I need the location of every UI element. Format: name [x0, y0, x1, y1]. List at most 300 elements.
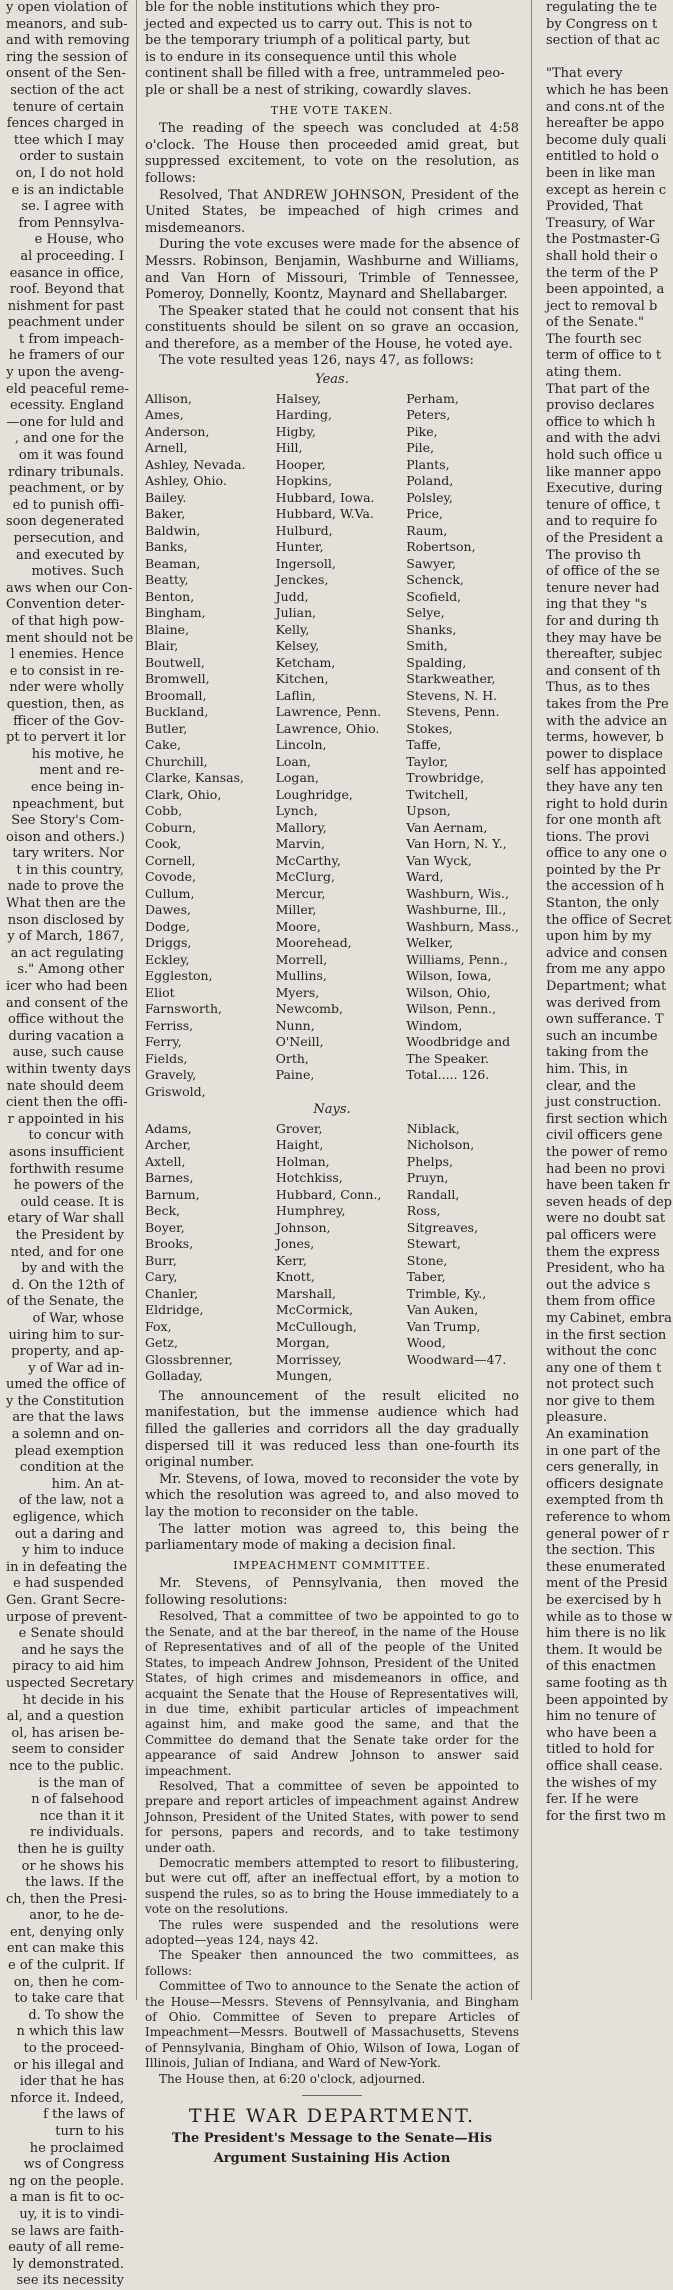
name-row [145, 688, 519, 705]
text-line: officers designate [546, 1476, 664, 1492]
text-line: first section which [546, 1111, 668, 1127]
text-line: piracy to aid him [12, 1659, 124, 1675]
text-line: motives. Such [31, 564, 124, 580]
member-name: Griswold, [145, 1083, 206, 1099]
text-line: nade to prove the [7, 879, 124, 895]
text-line: tenure never had [546, 580, 660, 596]
text-line: pt to pervert it lor [6, 730, 126, 746]
member-name: Twitchell, [406, 786, 469, 802]
member-name: Peters, [406, 407, 451, 423]
text-line: taking from the [546, 1045, 649, 1061]
member-name: Baldwin, [145, 522, 201, 538]
text-line: ment and re- [39, 763, 124, 779]
member-name: Barnes, [145, 1170, 194, 1186]
text-line: an act regulating [10, 945, 124, 961]
text-line: urpose of prevent- [6, 1609, 128, 1625]
text-line: egligence, which [12, 1510, 124, 1526]
text-line: s." Among other [17, 962, 124, 978]
text-line: or his illegal and [13, 2057, 124, 2073]
member-name: Baker, [145, 506, 186, 522]
text-line: entitled to hold o [546, 149, 659, 165]
member-name: Lawrence, Penn. [275, 704, 382, 720]
text-line: fficer of the Gov- [13, 713, 124, 729]
text-line: thereafter, subjec [546, 647, 663, 663]
member-name: Buckland, [145, 704, 209, 720]
text-line: pleasure. [546, 1410, 608, 1426]
text-line: nate should deem [6, 1078, 124, 1094]
text-line: y the Constitution [6, 1393, 125, 1409]
member-name: Phelps, [406, 1153, 454, 1169]
text-line: they have any ten [546, 779, 663, 795]
name-row [145, 1253, 519, 1270]
text-line: civil officers gene [546, 1128, 663, 1144]
name-row [145, 886, 519, 903]
member-name: Spalding, [406, 654, 467, 670]
text-line: upon him by my [546, 929, 652, 945]
text-line: —one for luld and [6, 414, 124, 430]
text-line: the power of remo [546, 1144, 668, 1160]
member-name: Polsley, [406, 489, 453, 505]
text-line: them. It would be [546, 1642, 663, 1658]
member-name: Beck, [145, 1203, 181, 1219]
text-line: question, then, as [6, 696, 124, 712]
member-name: Schenck, [406, 572, 464, 588]
member-name: Holman, [275, 1153, 330, 1169]
text-line: uy, it is to vindi- [19, 2206, 124, 2222]
resolution: Resolved, That a committee of seven be appointed to prepare and report articles of impeachment against Andrew Johnson, President of the United States, with power to send for persons, papers and records, and to take testimony under oath. [145, 1778, 519, 1855]
text-line: n which this law [16, 2024, 124, 2040]
after-vote-paragraphs [145, 1389, 519, 1555]
member-name: Kelly, [275, 621, 310, 637]
text-line: the section. This [546, 1543, 655, 1559]
name-row [145, 490, 519, 507]
member-name: Butler, [145, 720, 188, 736]
text-line: within twenty days [6, 1062, 131, 1077]
name-row [145, 1137, 519, 1154]
member-name: Hill, [275, 440, 303, 456]
member-name: Hubbard, Iowa. [275, 489, 375, 505]
name-row [145, 1319, 519, 1336]
text-line: e to consist in re- [9, 663, 124, 679]
text-line: proviso declares [546, 398, 655, 414]
text-line: been appointed, a [546, 282, 665, 298]
member-name: Sitgreaves, [406, 1219, 479, 1235]
text-line: and with the advi [546, 431, 661, 447]
text-line: from Pennsylva- [18, 215, 124, 231]
member-name: Mercur, [275, 885, 326, 901]
member-name: Anderson, [145, 423, 210, 439]
text-line: ject to removal b [546, 298, 658, 314]
name-row [145, 1203, 519, 1220]
member-name: Johnson, [275, 1219, 331, 1235]
paragraph: The reading of the speech was concluded at 4:58 o'clock. The House then proceeded amid great, but suppressed excitement, to vote on the resolution, as follows: [145, 121, 519, 186]
member-name: O'Neill, [275, 1034, 324, 1050]
member-name: Lynch, [275, 803, 318, 819]
committee-heading: IMPEACHMENT COMMITTEE. [233, 1558, 431, 1572]
yeas-table [145, 391, 519, 1101]
text-line: advice and consen [546, 945, 668, 961]
text-line: ed to punish offi- [12, 497, 124, 513]
member-name: Welker, [406, 935, 454, 951]
text-line: nson disclosed by [7, 912, 124, 928]
member-name: Fields, [145, 1050, 188, 1066]
member-name: Taffe, [406, 737, 442, 753]
text-line: meanors, and sub- [6, 16, 128, 32]
text-line: rdinary tribunals. [8, 464, 124, 480]
name-row [145, 902, 519, 919]
text-line: section of that ac [546, 33, 660, 49]
text-line: easance in office, [9, 265, 124, 281]
paragraph: Resolved, That ANDREW JOHNSON, President of the United States, be impeached of high crimes and misdemeanors. [145, 187, 519, 236]
member-name: Taber, [406, 1269, 446, 1285]
member-name: Harding, [275, 407, 332, 423]
committee-resolutions [145, 1609, 519, 1856]
text-line: in the first section [546, 1327, 667, 1343]
text-line: the laws. If the [25, 1875, 124, 1891]
text-line: npeachment, but [12, 796, 124, 812]
name-row [145, 1001, 519, 1018]
text-line: The proviso th [546, 547, 641, 563]
member-name: The Speaker. [406, 1050, 489, 1066]
text-line: shall hold their o [546, 248, 658, 264]
name-row [145, 770, 519, 787]
member-name: Banks, [145, 539, 188, 555]
name-row [145, 457, 519, 474]
member-name: Kerr, [275, 1252, 307, 1268]
text-line: of this enactmen [546, 1659, 657, 1675]
member-name: Miller, [275, 902, 317, 918]
member-name: Stokes, [406, 720, 453, 736]
name-row [145, 919, 519, 936]
text-line: a man is fit to oc- [9, 2190, 124, 2206]
text-line: tary writers. Nor [12, 846, 124, 862]
text-line: y of March, 1867, [7, 929, 124, 945]
member-name: Hopkins, [275, 473, 333, 489]
member-name: Woodward—47. [406, 1351, 507, 1367]
text-line: ring the session of [6, 49, 128, 65]
text-line: with the advice an [546, 713, 668, 729]
name-row [145, 737, 519, 754]
text-line: continent shall be filled with a free, untrammeled peo- [145, 66, 505, 82]
member-name: Pile, [406, 440, 435, 456]
member-name: Marshall, [275, 1285, 337, 1301]
member-name: Morgan, [275, 1335, 330, 1351]
member-name: Fox, [145, 1318, 172, 1334]
text-line: ing that they "s [546, 597, 648, 613]
text-line [546, 50, 673, 67]
member-name: Robertson, [406, 539, 476, 555]
text-line: d. On the 12th of [11, 1277, 124, 1293]
column-rule-left [136, 0, 137, 2000]
text-line: asons insufficient [8, 1144, 124, 1160]
text-line: President, who ha [546, 1261, 665, 1277]
text-line: e of the culprit. If [8, 1958, 124, 1974]
text-line: any one of them t [546, 1360, 662, 1376]
text-line: ating them. [546, 365, 622, 381]
member-name: Smith, [406, 638, 448, 654]
text-line: roof. Beyond that [9, 282, 124, 298]
name-row [145, 407, 519, 424]
member-name: Burr, [145, 1252, 177, 1268]
member-name: Newcomb, [275, 1001, 343, 1017]
text-line: What then are the [6, 896, 126, 912]
text-line: y open violation of [6, 0, 128, 15]
member-name: Farnsworth, [145, 1001, 222, 1017]
member-name: Cary, [145, 1269, 178, 1285]
member-name: Selye, [406, 605, 445, 621]
member-name: Clarke, Kansas, [145, 770, 245, 786]
text-line: general power of r [546, 1526, 669, 1542]
right-column [540, 0, 673, 2000]
text-line: se. I agree with [21, 199, 124, 215]
text-line: the President by [15, 1227, 124, 1243]
text-line: Treasury, of War [546, 215, 655, 231]
member-name: Washburne, Ill., [406, 902, 507, 918]
vote-paragraphs [145, 121, 519, 370]
member-name: Chanler, [145, 1285, 199, 1301]
text-line: peachment under [7, 315, 124, 331]
member-name: Total..... 126. [406, 1067, 490, 1083]
text-line: The fourth sec [546, 331, 642, 347]
text-line: uiring him to sur- [8, 1327, 124, 1343]
name-row [145, 589, 519, 606]
name-row [145, 836, 519, 853]
name-row [145, 1170, 519, 1187]
paragraph: The announcement of the result elicited no manifestation, but the immense audience which had filled the galleries and corridors all the day gradually dispersed till it was reduced less than one-fourth its original number. [145, 1388, 519, 1471]
member-name [406, 1084, 519, 1101]
text-line: d. To show the [28, 2007, 124, 2023]
text-line: of the Senate, the [6, 1294, 124, 1310]
name-row [145, 704, 519, 721]
member-name: Blaine, [145, 621, 190, 637]
text-line: ly demonstrated. [12, 2256, 124, 2272]
text-line: for the first two m [546, 1808, 666, 1824]
text-line: the term of the P [546, 265, 658, 281]
text-line: titled to hold for [546, 1742, 654, 1758]
text-line: Thus, as to thes [546, 680, 651, 696]
member-name: Eggleston, [145, 968, 213, 984]
text-line: office without the [7, 1012, 124, 1028]
member-name: Barnum, [145, 1186, 200, 1202]
text-line: forthwith resume [9, 1161, 124, 1177]
main-column [145, 0, 519, 2166]
name-row [145, 787, 519, 804]
text-line: in in defeating the [6, 1559, 128, 1575]
member-name: Ingersoll, [275, 555, 336, 571]
text-line: e had suspended [13, 1576, 124, 1592]
text-line: ider that he has [19, 2074, 124, 2090]
member-name: Plants, [406, 456, 450, 472]
text-line: hold such office u [546, 448, 663, 464]
member-name: Scofield, [406, 588, 462, 604]
text-line: ble for the noble institutions which they pro- [145, 0, 440, 15]
member-name: Lincoln, [275, 737, 327, 753]
member-name: Lawrence, Ohio. [275, 720, 380, 736]
member-name: Washburn, Mass., [406, 918, 519, 934]
text-line: and cons.nt of the [546, 99, 665, 115]
text-line: t in this country, [16, 862, 124, 878]
member-name: Shanks, [406, 621, 457, 637]
text-line: clear, and the [546, 1078, 636, 1094]
text-line: ht decide in his [22, 1692, 124, 1708]
paragraph: The vote resulted yeas 126, nays 47, as follows: [159, 353, 474, 369]
intro-text [145, 0, 519, 100]
text-line: these enumerated [546, 1559, 666, 1575]
text-line: become duly quali [546, 132, 667, 148]
member-name: Hubbard, W.Va. [275, 506, 374, 522]
text-line: which he has been [546, 82, 669, 98]
member-name: Ketcham, [275, 654, 336, 670]
text-line: were no doubt sat [546, 1211, 666, 1227]
committee-intro: Mr. Stevens, of Pennsylvania, then moved the following resolutions: [145, 1576, 519, 1608]
text-line: nce to the public. [9, 1758, 124, 1774]
text-line: , and one for the [14, 431, 124, 447]
text-line: of War, whose [32, 1310, 124, 1326]
member-name: Hooper, [275, 456, 326, 472]
member-name: Hubbard, Conn., [275, 1186, 382, 1202]
text-line: him. This, in [546, 1062, 628, 1077]
name-row [145, 820, 519, 837]
text-line: ol, has arisen be- [11, 1725, 124, 1741]
text-line: ng on the people. [9, 2173, 124, 2189]
name-row [145, 523, 519, 540]
text-line: oison and others.) [6, 829, 125, 845]
text-line: Provided, That [546, 199, 643, 215]
member-name: Wilson, Iowa, [406, 968, 492, 984]
text-line: cient then the offi- [6, 1095, 128, 1111]
member-name: Coburn, [145, 819, 197, 835]
name-row [145, 391, 519, 408]
member-name: Pruyn, [406, 1170, 449, 1186]
member-name: Mallory, [275, 819, 327, 835]
text-line: right to hold durin [546, 796, 668, 812]
member-name: Covode, [145, 869, 197, 885]
member-name: Upson, [406, 803, 451, 819]
name-row [145, 638, 519, 655]
text-line: self has appointed [546, 763, 667, 779]
member-name: Golladay, [145, 1368, 203, 1384]
text-line: Executive, during [546, 481, 663, 497]
text-line: is to endure in its consequence until this whole [145, 49, 457, 65]
member-name: Price, [406, 506, 444, 522]
text-line: been appointed by [546, 1692, 669, 1708]
text-line: terms, however, b [546, 730, 664, 746]
name-row [145, 506, 519, 523]
name-row [145, 1154, 519, 1171]
text-line: eld peaceful reme- [6, 381, 129, 397]
member-name: Morrissey, [275, 1351, 342, 1367]
text-line: except as herein c [546, 182, 667, 198]
department-subheading: The President's Message to the Senate—His Argument Sustaining His Action [171, 2130, 493, 2166]
text-line: ch, then the Presi- [6, 1891, 128, 1907]
text-line: turn to his [55, 2124, 124, 2139]
text-line: soon degenerated [6, 514, 125, 530]
member-name: Hulburd, [275, 522, 333, 538]
member-name: Jenckes, [275, 572, 329, 588]
member-name: Morrell, [275, 951, 328, 967]
member-name: Loughridge, [275, 786, 353, 802]
member-name: Van Horn, N. Y., [406, 836, 507, 852]
text-line: been in like man [546, 165, 656, 181]
member-name: Archer, [145, 1137, 192, 1153]
name-row [145, 1220, 519, 1237]
member-name: Van Trump, [406, 1318, 481, 1334]
member-name: Gravely, [145, 1067, 197, 1083]
text-line: nor give to them [546, 1393, 655, 1409]
member-name: Stewart, [406, 1236, 461, 1252]
member-name: Cobb, [145, 803, 183, 819]
yeas-label: Yeas. [315, 372, 349, 388]
text-line: and with removing [6, 33, 130, 49]
text-line: without the conc [546, 1344, 657, 1360]
text-line: seven heads of dep [546, 1194, 672, 1210]
text-line: cers generally, in [546, 1460, 659, 1476]
text-line: An examination [546, 1427, 649, 1443]
vote-heading: THE VOTE TAKEN. [270, 103, 394, 117]
member-name: McClurg, [275, 869, 335, 885]
member-name: Orth, [275, 1050, 309, 1066]
text-line: he proclaimed [29, 2140, 124, 2156]
nays-label: Nays. [313, 1102, 351, 1118]
name-row [145, 1187, 519, 1204]
member-name: Starkweather, [406, 671, 496, 687]
paragraph: Mr. Stevens, of Iowa, moved to reconsider the vote by which the resolution was agreed to, and also moved to lay the motion to reconsider on the table. [145, 1471, 519, 1520]
member-name: Cake, [145, 737, 181, 753]
paragraph: During the vote excuses were made for the absence of Messrs. Robinson, Benjamin, Washburne and Williams, and Van Horn of Missouri, Trimble of Tennessee, Pomeroy, Donnelly, Koontz, Maynard and Shellabarger. [145, 237, 519, 303]
text-line: them the express [546, 1244, 660, 1260]
text-line: he powers of the [13, 1178, 124, 1194]
name-row [145, 985, 519, 1002]
member-name: Brooks, [145, 1236, 194, 1252]
member-name: Haight, [275, 1137, 324, 1153]
member-name: Eliot [145, 984, 175, 1000]
member-name: Marvin, [275, 836, 325, 852]
text-line: for and during th [546, 613, 660, 629]
member-name: Stevens, N. H. [406, 687, 498, 703]
member-name: Humphrey, [275, 1203, 346, 1219]
name-row [145, 671, 519, 688]
text-line: umed the office of [6, 1377, 126, 1393]
text-line: section of the act [10, 82, 124, 98]
member-name: Niblack, [406, 1120, 460, 1136]
text-line: on, then he com- [13, 1974, 124, 1990]
name-row [145, 1034, 519, 1051]
text-line: etary of War shall [7, 1211, 124, 1227]
text-line: see its necessity [16, 2273, 124, 2289]
name-row [145, 605, 519, 622]
member-name: Laflin, [275, 687, 316, 703]
name-row [145, 1286, 519, 1303]
text-line: fences charged in [6, 116, 124, 132]
text-line: order to sustain [19, 149, 124, 165]
text-line: icer who had been [6, 979, 128, 995]
text-line: then he is guilty [17, 1841, 124, 1857]
left-column [0, 0, 135, 2289]
text-line: ple or shall be a nest of striking, cowardly slaves. [145, 82, 472, 98]
text-line: e House, who [34, 232, 124, 248]
text-line: ment should not be [6, 630, 134, 646]
member-name: Taylor, [406, 753, 449, 769]
text-line: y him to induce [22, 1543, 124, 1559]
text-line: him. An at- [51, 1476, 124, 1492]
member-name: Knott, [275, 1269, 315, 1285]
text-line: ent can make this [6, 1941, 124, 1957]
member-name: Ames, [145, 407, 184, 423]
text-line: plead exemption [14, 1443, 124, 1459]
member-name [276, 1084, 407, 1101]
member-name: McCarthy, [275, 852, 341, 868]
text-line: office to any one o [546, 846, 667, 862]
